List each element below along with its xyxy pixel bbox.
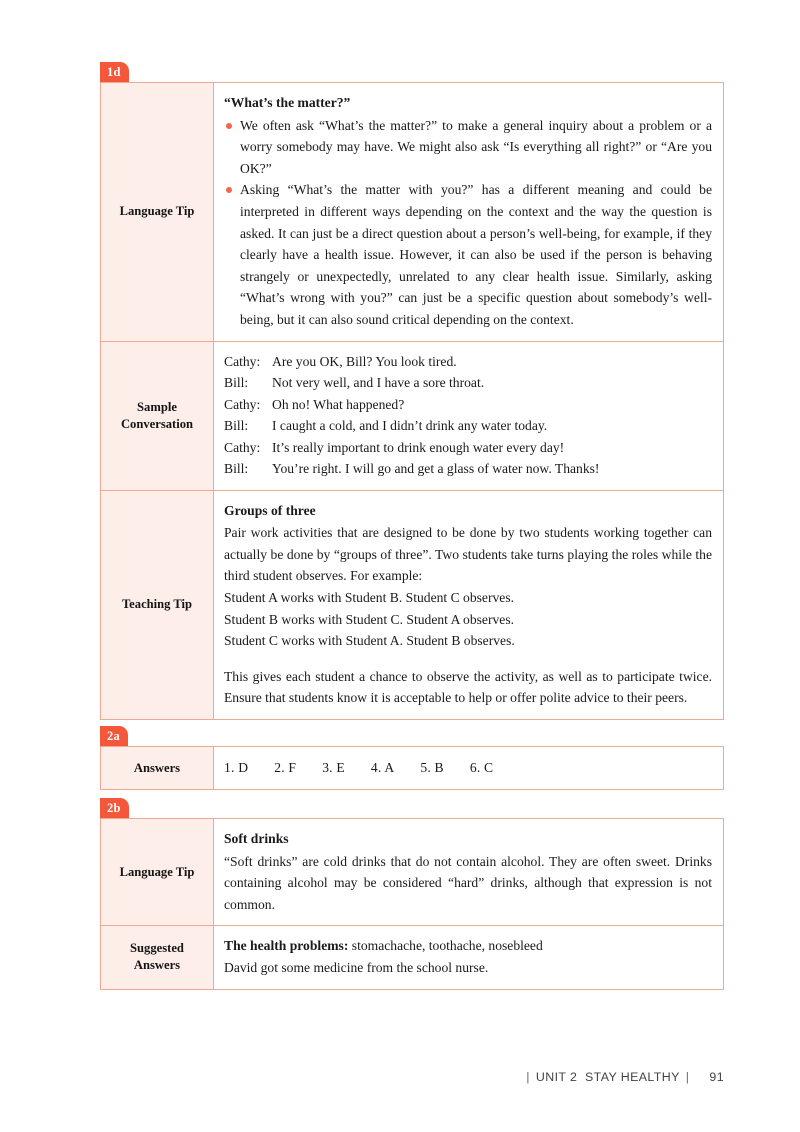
health-problems-label: The health problems: — [224, 938, 349, 954]
conversation-line — [224, 394, 712, 416]
row-label-sample-conversation — [101, 341, 214, 490]
page-footer — [520, 1070, 724, 1084]
table-2a — [100, 746, 724, 790]
teaching-tip-example: Student C works with Student A. Student B observes. — [224, 633, 515, 649]
section-tab-2a: 2a — [100, 726, 128, 746]
teaching-tip-example: Student B works with Student C. Student A observes. — [224, 611, 515, 627]
section-2a — [100, 726, 724, 790]
answer-item: 3. E — [322, 760, 345, 775]
conversation-text: Are you OK, Bill? You look tired. — [272, 353, 457, 369]
soft-drinks-paragraph: “Soft drinks” are cold drinks that do not contain alcohol. They are often sweet. Drinks containing alcohol may be considered “hard” drinks, although that expression is not common. — [224, 853, 712, 912]
row-label-teaching-tip: Teaching Tip — [101, 490, 214, 719]
conversation-speaker: Cathy: — [224, 439, 261, 455]
list-item: We often ask “What’s the matter?” to make a general inquiry about a problem or a worry somebody may have. We might also ask “Is everything all right?” or “Are you OK?” — [224, 115, 712, 180]
row-content-answers — [214, 747, 724, 790]
suggested-answers-line-2: David got some medicine from the school nurse. — [224, 959, 489, 975]
footer-unit: UNIT 2 — [535, 1070, 578, 1084]
teaching-tip-paragraph-2: This gives each student a chance to observe the activity, as well as to participate twice. Ensure that students know it is acceptable to help or offer polite advice to their peers. — [224, 668, 712, 706]
conversation-text: I caught a cold, and I didn’t drink any water today. — [272, 418, 548, 434]
row-label-line-1: Suggested — [130, 941, 184, 956]
teaching-tip-heading: Groups of three — [224, 502, 316, 518]
row-label-language-tip: Language Tip — [101, 83, 214, 342]
language-tip-heading: “What’s the matter?” — [224, 95, 351, 110]
row-content-language-tip-2b — [214, 819, 724, 926]
row-label-language-tip-2b: Language Tip — [101, 819, 214, 926]
row-label-line-2: Answers — [133, 958, 181, 973]
section-tab-1d: 1d — [100, 62, 129, 82]
row-content-sample-conversation — [214, 341, 724, 490]
row-content-suggested-answers — [214, 926, 724, 989]
conversation-speaker: Cathy: — [224, 353, 261, 369]
row-label-line-2: Conversation — [120, 416, 194, 431]
table-row-language-tip — [101, 83, 724, 342]
footer-unit-title: STAY HEALTHY — [585, 1070, 680, 1084]
conversation-speaker: Bill: — [224, 461, 249, 477]
teaching-tip-paragraph-1: Pair work activities that are designed to be done by two students working together can actually be done by “groups of three”. Two students take turns playing the roles while the third student observes. For example: — [224, 525, 712, 584]
conversation-line — [224, 415, 712, 437]
footer-separator-right: | — [685, 1070, 690, 1084]
table-row-sample-conversation — [101, 341, 724, 490]
conversation-text: Not very well, and I have a sore throat. — [272, 375, 485, 391]
row-label-suggested-answers — [101, 926, 214, 989]
answer-item: 4. A — [370, 760, 395, 775]
row-label-answers: Answers — [101, 747, 214, 790]
answer-item: 2. F — [274, 760, 297, 775]
language-tip-bullet-list — [224, 115, 712, 331]
page-number: 91 — [709, 1070, 724, 1084]
row-label-line-1: Sample — [137, 399, 177, 414]
table-row-language-tip-2b — [101, 819, 724, 926]
row-content-language-tip — [214, 83, 724, 342]
row-content-teaching-tip — [214, 490, 724, 719]
conversation-line — [224, 437, 712, 459]
conversation-speaker: Bill: — [224, 375, 249, 391]
conversation-text: Oh no! What happened? — [272, 396, 405, 412]
answer-item: 1. D — [224, 760, 249, 775]
suggested-answers-line-1 — [224, 935, 712, 957]
conversation-line — [224, 351, 712, 373]
section-tab-2b: 2b — [100, 798, 129, 818]
table-1d — [100, 82, 724, 720]
section-1d — [100, 62, 724, 720]
section-2b — [100, 798, 724, 990]
paragraph-spacer — [224, 652, 712, 666]
answer-item: 5. B — [420, 760, 444, 775]
soft-drinks-heading: Soft drinks — [224, 831, 289, 846]
table-row-answers — [101, 747, 724, 790]
answer-item: 6. C — [469, 760, 494, 775]
health-problems-values: stomachache, toothache, nosebleed — [348, 938, 543, 954]
teaching-tip-example: Student A works with Student B. Student C observes. — [224, 589, 515, 605]
conversation-line — [224, 458, 712, 480]
conversation-line — [224, 372, 712, 394]
table-row-suggested-answers — [101, 926, 724, 989]
table-row-teaching-tip — [101, 490, 724, 719]
conversation-text: It’s really important to drink enough water every day! — [272, 439, 565, 455]
conversation-text: You’re right. I will go and get a glass of water now. Thanks! — [272, 461, 600, 477]
conversation-speaker: Bill: — [224, 418, 249, 434]
footer-separator-left: | — [526, 1070, 530, 1084]
table-2b — [100, 818, 724, 990]
conversation-speaker: Cathy: — [224, 396, 261, 412]
list-item: Asking “What’s the matter with you?” has a different meaning and could be interpreted in different ways depending on the context and the way the question is asked. It can just be a direct question about a person’s well-being, for example, if they clearly have a health issue. However, it can also be used if the person is behaving strangely or unexpectedly, unrelated to any clear health issue. Similarly, asking “What’s wrong with you?” can just be a specific question about somebody’s well-being, but it can also sound critical depending on the context. — [224, 179, 712, 330]
